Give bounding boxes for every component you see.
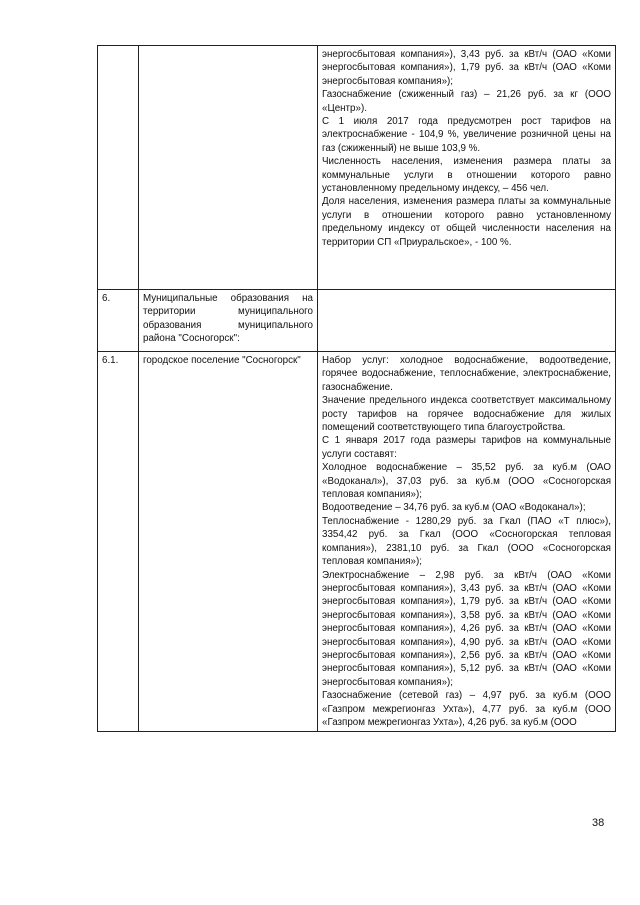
table-row [98, 46, 616, 290]
row-number-cell: 6.1. [98, 352, 139, 732]
description-paragraph: Водоотведение – 34,76 руб. за куб.м (ОАО «Водоканал»); [322, 502, 586, 514]
municipality-cell [139, 352, 318, 732]
description-paragraph: С 1 июля 2017 года предусмотрен рост тарифов на электроснабжение - 104,9 %, увеличение розничной цены на газ (сжиженный) не выше 103,9 %. [322, 116, 611, 154]
municipality-name: Муниципальные образования на территории муниципального образования муниципального района "Сосногорск": [143, 293, 313, 345]
description-cell [318, 352, 616, 732]
table-row [98, 290, 616, 352]
description-paragraph: Газоснабжение (сжиженный газ) – 21,26 руб. за кг (ООО «Центр»). [322, 89, 611, 114]
description-paragraph: Газоснабжение (сетевой газ) – 4,97 руб. за куб.м (ООО «Газпром межрегионгаз Ухта»), 4,77 руб. за куб.м (ООО «Газпром межрегионгаз Ухта»), 4,26 руб. за куб.м (ООО [322, 690, 611, 728]
description-paragraph: Доля населения, изменения размера платы за коммунальные услуги в отношении которого равно установленному предельному индексу от общей численности населения на территории СП «Приуральское», - 100 %. [322, 196, 611, 248]
page-number: 38 [592, 817, 605, 829]
municipality-name: городское поселение "Сосногорск" [143, 355, 301, 366]
description-cell [318, 46, 616, 290]
municipality-cell [139, 290, 318, 352]
row-number-cell: 6. [98, 290, 139, 352]
municipality-cell [139, 46, 318, 290]
description-paragraph: Значение предельного индекса соответствует максимальному росту тарифов на горячее водоснабжение для жилых помещений соответствующего типа благоустройства. [322, 395, 611, 434]
row-number-cell [98, 46, 139, 290]
description-paragraph: Электроснабжение – 2,98 руб. за кВт/ч (ОАО «Коми энергосбытовая компания»), 3,43 руб. за кВт/ч (ОАО «Коми энергосбытовая компания»), 1,79 руб. за кВт/ч (ОАО «Коми энергосбытовая компания»), 3,58 руб. за кВт/ч (ОАО «Коми энергосбытовая компания»), 4,26 руб. за кВт/ч (ОАО «Коми энергосбытовая компания»), 4,90 руб. за кВт/ч (ОАО «Коми энергосбытовая компания»), 2,56 руб. за кВт/ч (ОАО «Коми энергосбытовая компания»), 5,12 руб. за кВт/ч (ОАО «Коми энергосбытовая компания»); [322, 569, 611, 688]
description-cell [318, 290, 616, 352]
description-paragraph: С 1 января 2017 года размеры тарифов на коммунальные услуги составят: [322, 435, 611, 460]
description-paragraph: Теплоснабжение - 1280,29 руб. за Гкал (ПАО «Т плюс»), 3354,42 руб. за Гкал (ООО «Сосногорская тепловая компания»), 2381,10 руб. за Гкал (ООО «Сосногорская тепловая компания»); [322, 515, 611, 568]
description-paragraph: Численность населения, изменения размера платы за коммунальные услуги в отношении которого равно установленному предельному индексу, – 456 чел. [322, 156, 611, 195]
tariff-table [97, 45, 616, 732]
table-row [98, 352, 616, 732]
description-paragraph: Набор услуг: холодное водоснабжение, водоотведение, горячее водоснабжение, теплоснабжение, электроснабжение, газоснабжение. [322, 355, 611, 393]
description-paragraph: Холодное водоснабжение – 35,52 руб. за куб.м (ОАО «Водоканал»), 37,03 руб. за куб.м (ООО «Сосногорская тепловая компания»); [322, 462, 611, 501]
description-paragraph: энергосбытовая компания»), 3,43 руб. за кВт/ч (ОАО «Коми энергосбытовая компания»), 1,79 руб. за кВт/ч (ОАО «Коми энергосбытовая компания»); [322, 49, 611, 87]
